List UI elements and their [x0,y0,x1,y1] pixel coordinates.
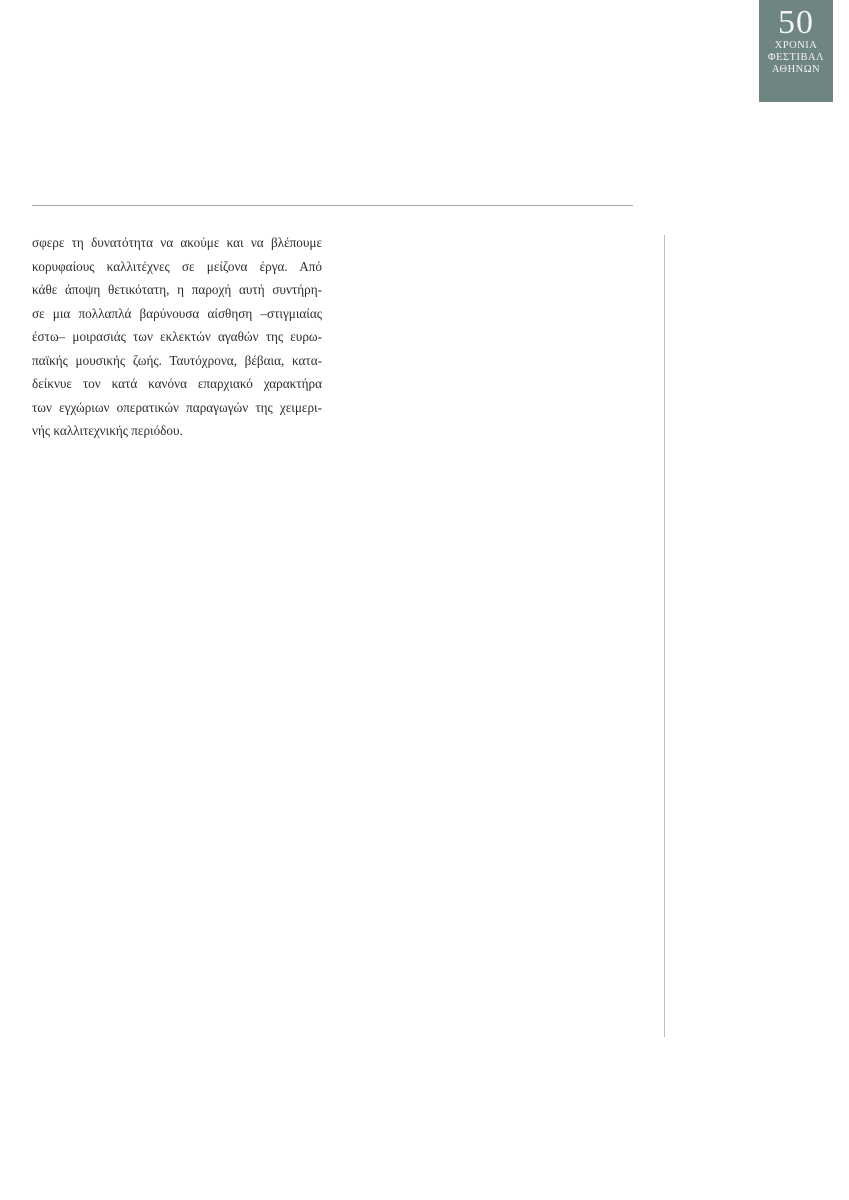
body-text-column [32,231,332,443]
body-line: των εγχώριων οπερατικών παραγωγών της χειμερι- [32,399,322,415]
body-line: κάθε άποψη θετικότατη, η παροχή αυτή συντήρη- [32,282,322,297]
body-line: δείκνυε τον κατά κανόνα επαρχιακό χαρακτήρα [32,376,322,391]
column-vertical-rule [664,235,665,1037]
body-line: σφερε τη δυνατότητα να ακούμε και να βλέπουμε [32,235,322,250]
body-line: έστω– μοιρασιάς των εκλεκτών αγαθών της ευρω- [32,329,322,344]
badge-line-years: ΧΡΟΝΙΑ [774,40,818,51]
body-line: παϊκής μουσικής ζωής. Ταυτόχρονα, βέβαια, κατα- [32,352,322,368]
top-divider-rule [32,205,633,206]
badge-line-festival: ΦΕΣΤΙΒΑΛ [767,52,825,63]
body-line: κορυφαίους καλλιτέχνες σε μείζονα έργα. Από [32,258,322,274]
body-line: νής καλλιτεχνικής περιόδου. [32,423,183,438]
badge-line-athens: ΑΘΗΝΩΝ [771,64,821,75]
body-line: σε μια πολλαπλά βαρύνουσα αίσθηση –στιγμιαίας [32,305,322,321]
badge-number: 50 [778,4,814,41]
festival-50-years-badge [759,0,833,102]
